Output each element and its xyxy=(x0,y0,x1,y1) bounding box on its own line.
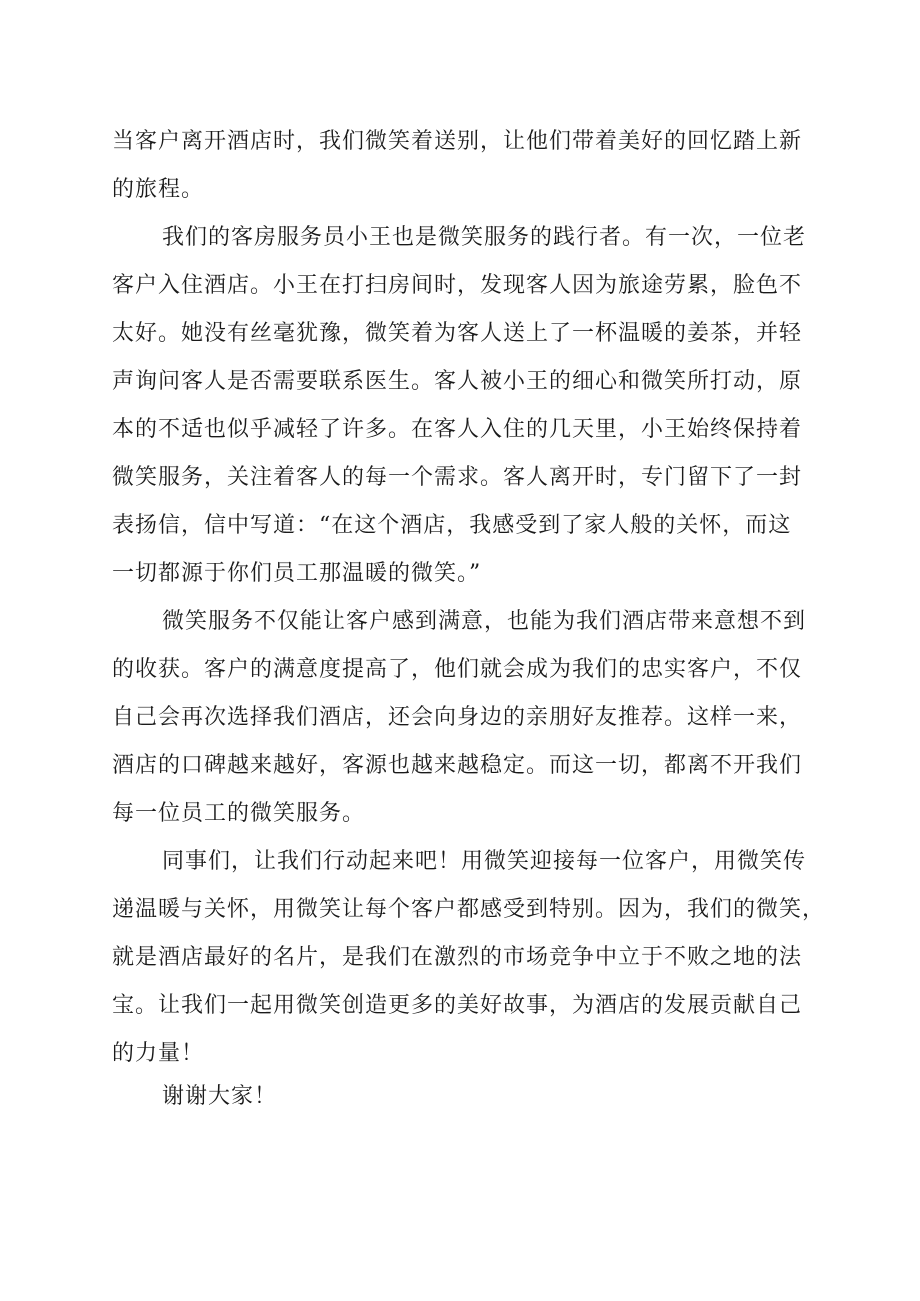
text-line: 当客户离开酒店时，我们微笑着送别，让他们带着美好的回忆踏上新 xyxy=(112,129,803,154)
text-line: 的旅程。 xyxy=(112,177,205,202)
text-line: 酒店的口碑越来越好，客源也越来越稳定。而这一切，都离不开我们 xyxy=(112,753,803,778)
text-line: 微笑服务，关注着客人的每一个需求。客人离开时，专门留下了一封 xyxy=(112,465,803,490)
speech-body xyxy=(112,118,826,1116)
text-line: 表扬信，信中写道：“在这个酒店，我感受到了家人般的关怀，而这 xyxy=(112,513,792,538)
text-line: 每一位员工的微笑服务。 xyxy=(112,801,366,826)
text-line: 同事们，让我们行动起来吧！用微笑迎接每一位客户，用微笑传 xyxy=(162,849,807,874)
paragraph-farewell xyxy=(112,118,812,214)
text-line: 的力量！ xyxy=(112,1041,205,1066)
text-line: 本的不适也似乎减轻了许多。在客人入住的几天里，小王始终保持着 xyxy=(112,417,803,442)
text-line: 一切都源于你们员工那温暖的微笑。” xyxy=(112,561,482,586)
text-line: 微笑服务不仅能让客户感到满意，也能为我们酒店带来意想不到 xyxy=(162,609,807,634)
paragraph-call-to-action xyxy=(112,838,826,1078)
text-line: 就是酒店最好的名片，是我们在激烈的市场竞争中立于不败之地的法 xyxy=(112,945,803,970)
text-line: 宝。让我们一起用微笑创造更多的美好故事，为酒店的发展贡献自己 xyxy=(112,993,803,1018)
text-line: 的收获。客户的满意度提高了，他们就会成为我们的忠实客户，不仅 xyxy=(112,657,803,682)
paragraph-benefits xyxy=(112,598,812,838)
paragraph-xiaowang-story xyxy=(112,214,812,598)
text-line: 太好。她没有丝毫犹豫，微笑着为客人送上了一杯温暖的姜茶，并轻 xyxy=(112,321,803,346)
text-line: 我们的客房服务员小王也是微笑服务的践行者。有一次，一位老 xyxy=(162,225,807,250)
text-line: 递温暖与关怀，用微笑让每个客户都感受到特别。因为，我们的微笑， xyxy=(112,897,826,922)
text-line: 自己会再次选择我们酒店，还会向身边的亲朋好友推荐。这样一来， xyxy=(112,705,803,730)
text-line: 客户入住酒店。小王在打扫房间时，发现客人因为旅途劳累，脸色不 xyxy=(112,273,803,298)
closing-thanks: 谢谢大家！ xyxy=(162,1084,278,1109)
text-line: 声询问客人是否需要联系医生。客人被小王的细心和微笑所打动，原 xyxy=(112,369,803,394)
